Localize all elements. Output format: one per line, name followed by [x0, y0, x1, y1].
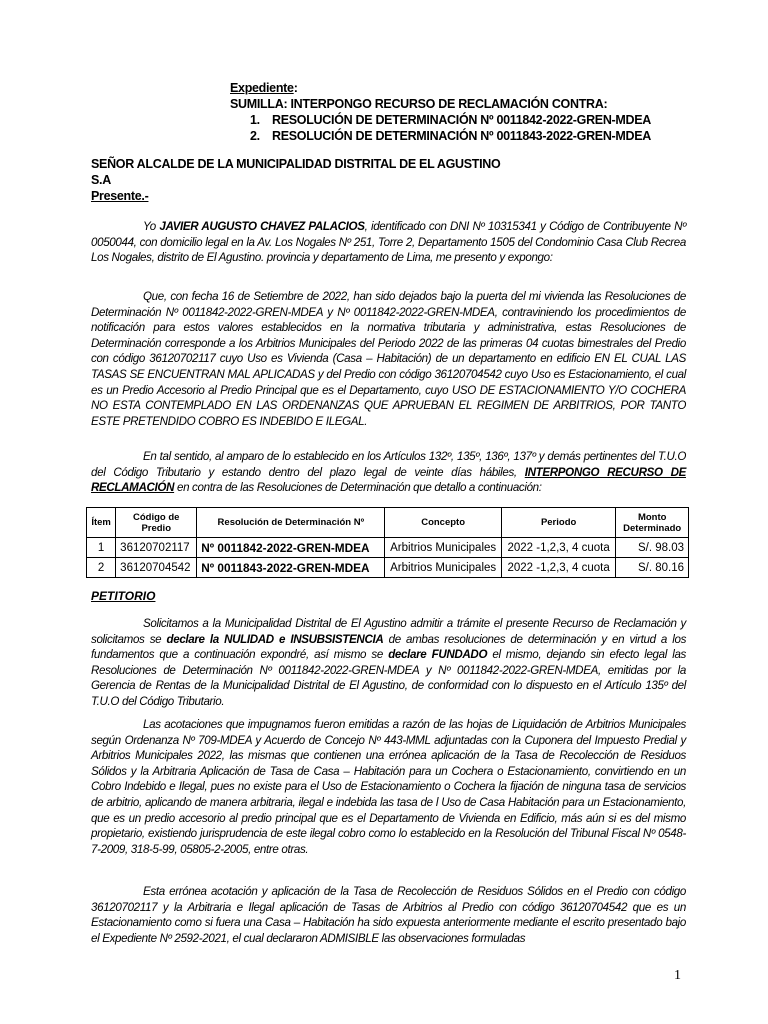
addressee-line: S.A	[91, 173, 111, 187]
presente: Presente.-	[91, 189, 149, 203]
column-header: Ítem	[87, 508, 116, 538]
resolutions-table	[86, 507, 689, 578]
cell-item: 1	[87, 538, 116, 558]
paragraph-petition	[91, 616, 686, 710]
text: En tal sentido, al amparo de lo establecido en los Artículos 132º, 135º, 136º, 137º y demás pertinentes del T.U.O del Código Tributario y estando dentro del plazo legal de veinte días hábiles,	[91, 450, 686, 479]
cell-item: 2	[87, 558, 116, 578]
paragraph-prior-filing	[91, 884, 686, 946]
paragraph-facts	[91, 289, 686, 429]
addressee-line: SEÑOR ALCALDE DE LA MUNICIPALIDAD DISTRITAL DE EL AGUSTINO	[91, 157, 501, 171]
applicant-name: JAVIER AUGUSTO CHAVEZ PALACIOS	[159, 220, 365, 233]
column-header: Código de Predio	[116, 508, 197, 538]
expediente-label: Expediente	[230, 81, 294, 95]
column-header: Periodo	[501, 508, 615, 538]
paragraph-legal-basis	[91, 449, 686, 496]
text: el mismo, dejando sin efecto legal las Resoluciones de Determinación Nº 0011842-2022-GREN-MDEA y Nº 0011842-2022-GREN-MDEA, emitidas por la Gerencia de Rentas de la Municipalidad Distrital de El Agustino, de conformidad con lo dispuesto en el Artículo 135º del T.U.O del Código Tributario.	[91, 648, 686, 708]
text: en contra de las Resoluciones de Determinación que detallo a continuación:	[174, 481, 542, 495]
cell-concepto: Arbitrios Municipales	[385, 538, 502, 558]
cell-monto: S/. 80.16	[616, 558, 689, 578]
page-number: 1	[674, 968, 681, 983]
cell-periodo: 2022 -1,2,3, 4 cuota	[501, 558, 615, 578]
bold-fundado: declare FUNDADO	[388, 648, 488, 662]
paragraph-grounds	[91, 717, 686, 857]
bold-nulidad: declare la NULIDAD e INSUBSISTENCIA	[166, 632, 384, 646]
item-text: RESOLUCIÓN DE DETERMINACIÓN Nº 0011843-2022-GREN-MDEA	[272, 129, 652, 143]
document-header	[230, 80, 651, 144]
cell-resolucion: Nº 0011842-2022-GREN-MDEA	[197, 538, 385, 558]
cell-monto: S/. 98.03	[616, 538, 689, 558]
column-header: Resolución de Determinación Nº	[197, 508, 385, 538]
text: de ambas resoluciones de determinación y en virtud a los fundamentos que a continuación expondré, así mismo se	[91, 632, 687, 662]
text: Las acotaciones que impugnamos fueron emitidas a razón de las hojas de Liquidación de Arbitrios Municipales según Ordenanza Nº 709-MDEA y Acuerdo de Concejo Nº 443-MML adjuntadas con la Cuponera del Impuesto Predial y Arbitrios Municipales 2022, las mismas que contienen una errónea aplicación de la Tasa de Recolección de Residuos Sólidos y la Arbitraria Aplicación de Tasa de Casa – Habitación para un Cochera o Estacionamiento, convirtiendo en un Cobro Indebido e Ilegal, pues no existe para el Uso de Estacionamiento o Cochera la fijación de ninguna tasa de servicios de arbitrio, aplicando de manera arbitraria, ilegal e indebida las tasa de l Uso de Casa Habitación para un Estacionamiento, que es un predio accesorio al predio principal que es el Departamento de Vivienda en Edificio, más aún si es del mismo propietario, existiendo jurisprudencia de este ilegal cobro como lo establecido en la Resolución del Tribunal Fiscal Nº 0548-7-2009, 318-5-99, 05805-2-2005, entre otras.	[91, 718, 686, 856]
table-row	[87, 558, 689, 578]
column-header: Concepto	[385, 508, 502, 538]
item-number: 2.	[250, 129, 260, 143]
text: Que, con fecha 16 de Setiembre de 2022, han sido dejados bajo la puerta del mi vivienda las Resoluciones de Determinación Nº 0011842-2022-GREN-MDEA y Nº 0011842-2022-GREN-MDEA, contraviniendo los procedimientos de notificación para estos valores establecidos en la normativa tributaria y administrativa, estas Resoluciones de Determinación corresponde a los Arbitrios Municipales del Periodo 2022 de las primeras 04 cuotas bimestrales del Predio con código 36120702117 cuyo Uso es Vivienda (Casa – Habitación) de un departamento en edificio EN EL CUAL LAS TASAS SE ENCUENTRAN MAL APLICADAS y del Predio con código 36120704542 cuyo Uso es Estacionamiento, el cual es un Predio Accesorio al Predio Principal que es el Departamento, cuyo USO DE ESTACIONAMIENTO Y/O COCHERA NO ESTA CONTEMPLADO EN LAS ORDENANZAS QUE APRUEBAN EL REGIMEN DE ARBITRIOS, POR TANTO ESTE PRETENDIDO COBRO ES INDEBIDO E ILEGAL.	[91, 290, 686, 428]
column-header: Monto Determinado	[616, 508, 689, 538]
petitorio-heading: PETITORIO	[91, 589, 156, 603]
cell-periodo: 2022 -1,2,3, 4 cuota	[501, 538, 615, 558]
sumilla: SUMILLA: INTERPONGO RECURSO DE RECLAMACIÓN CONTRA:	[230, 97, 608, 111]
table-row	[87, 538, 689, 558]
text: Esta errónea acotación y aplicación de la Tasa de Recolección de Residuos Sólidos en el Predio con código 36120702117 y la Arbitraria e Ilegal aplicación de Tasas de Arbitrios al Predio con código 36120704542 que es un Estacionamiento como si fuera una Casa – Habitación ha sido expuesta anteriormente mediante el escrito presentado bajo el Expediente Nº 2592-2021, el cual declararon ADMISIBLE las observaciones formuladas	[91, 885, 686, 945]
cell-concepto: Arbitrios Municipales	[385, 558, 502, 578]
highlight-recurso: INTERPONGO RECURSO DE RECLAMACIÓN	[91, 465, 686, 495]
item-text: RESOLUCIÓN DE DETERMINACIÓN Nº 0011842-2022-GREN-MDEA	[272, 113, 652, 127]
paragraph-introduction	[91, 219, 686, 266]
table-header-row	[87, 508, 689, 538]
sumilla-item	[230, 128, 651, 144]
addressee	[91, 156, 500, 204]
expediente-colon: :	[293, 81, 298, 95]
text: Yo	[143, 220, 160, 233]
item-number: 1.	[250, 113, 260, 127]
text: Solicitamos a la Municipalidad Distrital de El Agustino admitir a trámite el presente Recurso de Reclamación y solicitamos se	[91, 617, 686, 646]
text: , identificado con DNI Nº 10315341 y Código de Contribuyente Nº 0050044, con domicilio legal en la Av. Los Nogales Nº 251, Torre 2, Departamento 1505 del Condominio Casa Club Recrea Los Nogales, distrito de El Agustino. provincia y departamento de Lima, me presento y expongo:	[91, 220, 686, 265]
sumilla-item	[230, 112, 651, 128]
cell-codigo: 36120702117	[116, 538, 197, 558]
cell-resolucion: Nº 0011843-2022-GREN-MDEA	[197, 558, 385, 578]
cell-codigo: 36120704542	[116, 558, 197, 578]
